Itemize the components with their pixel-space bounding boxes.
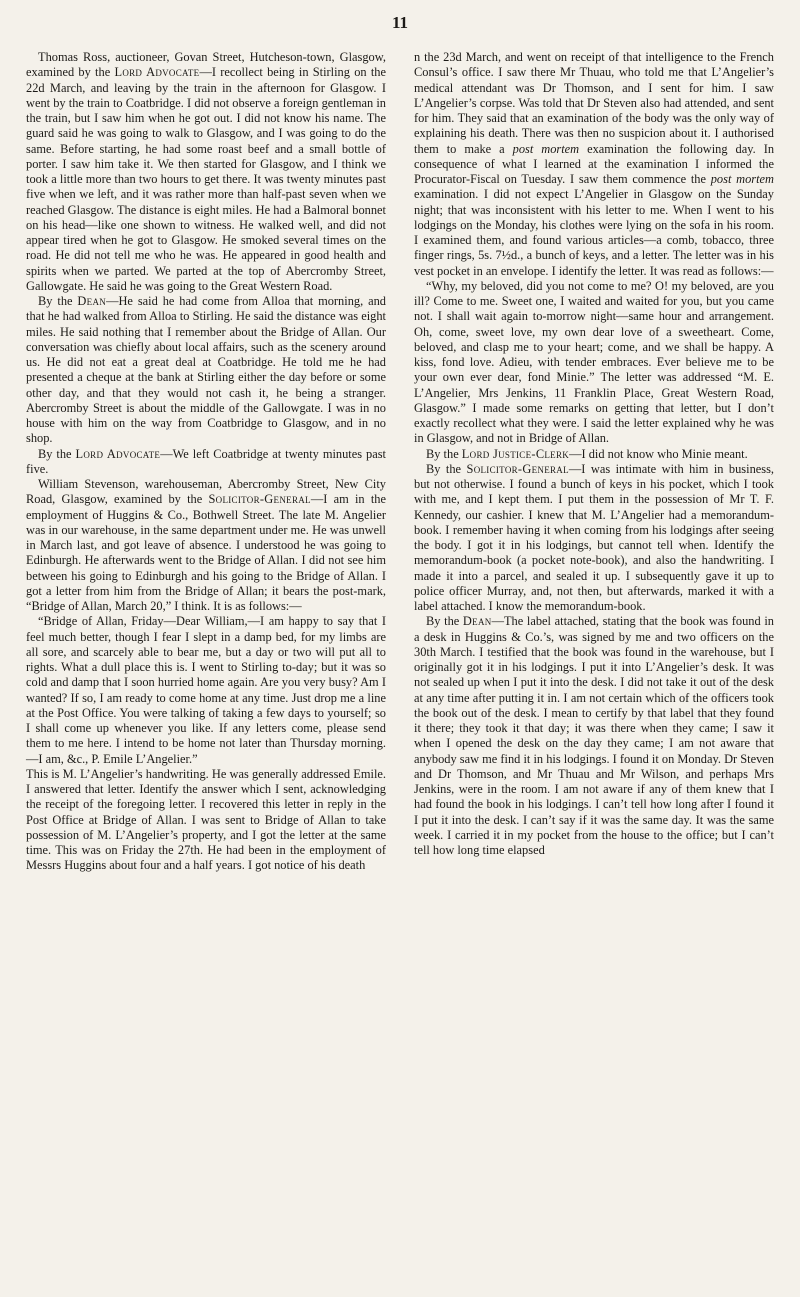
paragraph — [414, 50, 774, 279]
paragraph-text: By the — [426, 614, 463, 629]
paragraph-text: By the — [38, 294, 78, 308]
paragraph-text: n the 23d March, and went on receipt of that intelligence to the French Consul’s office. I saw there Mr Thuau, who told me that L’Angelier’s medical attendant was Dr Thomson, and I sent for him. I saw L’Angelier’s corpse. Was told that Dr Steven also had attended, and sent for him. They said that an examination of the body was the only way of explaining his death. There was then no suspicion about it. I authorised them to make a — [414, 50, 774, 156]
paragraph — [26, 477, 386, 614]
paragraph-text: William Stevenson, warehouseman, Abercromby Street, New City Road, Glasgow, examined by the — [26, 477, 386, 507]
paragraph — [414, 279, 774, 447]
paragraph — [414, 462, 774, 615]
text-columns — [26, 50, 774, 874]
paragraph-text: examination the following day. In consequence of what I learned at the examination I informed the Procurator-Fiscal on Tuesday. I saw them commence the — [414, 141, 775, 186]
right-column — [414, 50, 774, 874]
paragraph — [26, 50, 386, 294]
paragraph-text: examination. I did not expect L’Angelier in Glasgow on the Sunday night; that was inconsistent with his letter to me. When I went to his lodgings on the Monday, his clothes were lying on the sofa in his room. I examined them, and found various articles—a comb, tobacco, three finger rings, 5s. 7½d., a bunch of keys, and a letter. The letter was in his vest pocket in an envelope. I identify the letter. It was read as follows:— — [414, 187, 774, 278]
paragraph — [26, 294, 386, 447]
paragraph — [26, 614, 386, 767]
paragraph-text: —I did not know who Minie meant. — [569, 446, 748, 461]
speaker-name: Lord Justice-Clerk — [461, 446, 570, 461]
paragraph-text: By the — [38, 446, 76, 461]
italic-term: post mortem — [512, 141, 580, 156]
speaker-name: Solicitor-General — [208, 492, 311, 507]
speaker-name: Lord Advocate — [114, 65, 200, 80]
paragraph — [26, 447, 386, 478]
paragraph-text: “Why, my beloved, did you not come to me? O! my beloved, are you ill? Come to me. Sweet one, I waited and waited for you, but you came not. I shall wait again to-morrow night—same hour and arrangement. Oh, come, sweet love, my own dear love of a sweetheart. Come, beloved, and clasp me to your heart; come, and we shall be happy. A kiss, fond love. Adieu, with tender embraces. Ever believe me to be your own ever dear, fond Minie.” The letter was addressed “M. E. L’Angelier, Mrs Jenkins, 11 Franklin Place, Great Western Road, Glasgow.” I made some remarks on getting that letter, but I don’t exactly recollect what they were. I said the letter explained why he was in Glasgow, and not in Bridge of Allan. — [414, 278, 774, 446]
speaker-name: Lord Advocate — [75, 446, 161, 461]
speaker-name: Dean — [77, 294, 107, 308]
paragraph-text: By the — [426, 461, 467, 476]
paragraph-text: By the — [426, 446, 462, 461]
paragraph — [26, 767, 386, 874]
paragraph-text: “Bridge of Allan, Friday—Dear William,—I am happy to say that I feel much better, though I fear I slept in a damp bed, for my limbs are all sore, and scarcely able to bear me, but a day or two will put all to rights. What a dull place this is. I went to Stirling to-day; but it was so cold and damp that I soon hurried home again. Are you very busy? Am I wanted? If so, I am ready to come home at any time. Just drop me a line at the Post Office. You were talking of taking a few days to yourself; so I shall come up whenever you like. If any letters come, please send them to me here. I intend to be home not later than Thursday morning.—I am, &c., P. Emile L’Angelier.” — [26, 614, 386, 766]
page-number: 11 — [391, 13, 409, 32]
paragraph-text: —I am in the employment of Huggins & Co., Bothwell Street. The late M. Angelier was in our warehouse, in the same department under me. He was unwell in March last, and got leave of absence. I understood he was going to Edinburgh. He afterwards went to the Bridge of Allan. I did not see him between his going to Edinburgh and his going to the Bridge of Allan. I got a letter from him from the Bridge of Allan; it bears the post-mark, “Bridge of Allan, March 20,” I think. It is as follows:— — [26, 492, 386, 613]
paragraph — [414, 614, 774, 858]
paragraph-text: Thomas Ross, auctioneer, Govan Street, Hutcheson-town, Glasgow, examined by the — [26, 50, 386, 80]
paragraph-text: —He said he had come from Alloa that morning, and that he had walked from Alloa to Stirling. He said the distance was eight miles. He said nothing that I remember about the Bridge of Allan. Our conversation was chiefly about local affairs, such as the scenery around us. He did not eat a great deal at Coatbridge. He told me he had presented a cheque at the bank at Stirling either the day before or some other day, and that they would not cash it, he being a stranger. Abercromby Street is about the middle of the Gallowgate. I was in no house with him on the way from Coatbridge to Glasgow, and in no shop. — [26, 294, 386, 446]
paragraph-text: —The label attached, stating that the book was found in a desk in Huggins & Co.’s, was signed by me and two officers on the 30th March. I testified that the book was found in the warehouse, but I originally got it in his lodgings. I put it into L’Angelier’s desk. It was not sealed up when I put it into the desk. I did not take it out of the desk at any time after putting it in. I am not certain which of the officers took the book out of the desk. I mean to certify by that label that they found it there; they took it that day; it was there when they came; I saw it when I opened the desk on the day they came; I am not aware that anybody saw me find it in his lodgings. I found it on Monday. Dr Steven and Dr Thomson, and Mr Thuau and Mr Wilson, and perhaps Mrs Jenkins, were in the room. I am not aware if any of them knew that I had found the book in his lodgings. I can’t tell how long after I found it I put it into the desk. I can’t say if it was the same day. It was the same week. I carried it in my pocket from the house to the office; but I can’t tell how long time elapsed — [414, 614, 774, 857]
paragraph — [414, 447, 774, 462]
paragraph-text: —I recollect being in Stirling on the 22d March, and leaving by the train in the afternoon for Glasgow. I went by the train to Coatbridge. I did not observe a foreign gentleman in the train, but I saw him when he got out. I did not know his name. The guard said he was going to walk to Glasgow, and I was going to do the same. Before starting, he had some roast beef and a small bottle of porter. I saw him take it. We then started for Glasgow, and I think we took a little more than two hours to get there. It was twenty minutes past five when we left, and it was rather more than half-past seven when we reached Glasgow. The distance is eight miles. He had a Balmoral bonnet on his head—like one shown to witness. He walked well, and did not appear tired when he got to Glasgow. He smoked several times on the road. He did not tell me who he was. He appeared in good health and spirits when we parted. We parted at the top of Abercromby Street, Gallowgate. He said he was going to the Great Western Road. — [26, 65, 386, 293]
paragraph-text: This is M. L’Angelier’s handwriting. He was generally addressed Emile. I answered that letter. Identify the answer which I sent, acknowledging the receipt of the foregoing letter. I recovered this letter in reply in the Post Office at Bridge of Allan. I was sent to Bridge of Allan to take possession of M. L’Angelier’s property, and I got the letter at the same time. This was on Friday the 27th. He had been in the employment of Messrs Huggins about four and a half years. I got notice of his death — [26, 766, 386, 873]
speaker-name: Dean — [462, 614, 492, 629]
left-column — [26, 50, 386, 874]
paragraph-text: —I was intimate with him in business, but not otherwise. I found a bunch of keys in his pocket, which I took with me, and I kept them. I put them in the possession of Mr T. F. Kennedy, our cashier. I knew that M. L’Angelier had a memorandum-book. I remember having it when coming from his lodgings after seeing the body. I got it in his lodgings, but cannot tell when. Identify the memorandum-book (a pocket note-book), and also the handwriting. I made it into a parcel, and sealed it up. I subsequently gave it up to police officer Murray, and, not then, but afterwards, marked it with a label attached. I know the memorandum-book. — [414, 461, 775, 613]
speaker-name: Solicitor-General — [466, 461, 569, 476]
italic-term: post mortem — [710, 172, 774, 186]
paragraph-text: —We left Coatbridge at twenty minutes past five. — [26, 446, 386, 476]
